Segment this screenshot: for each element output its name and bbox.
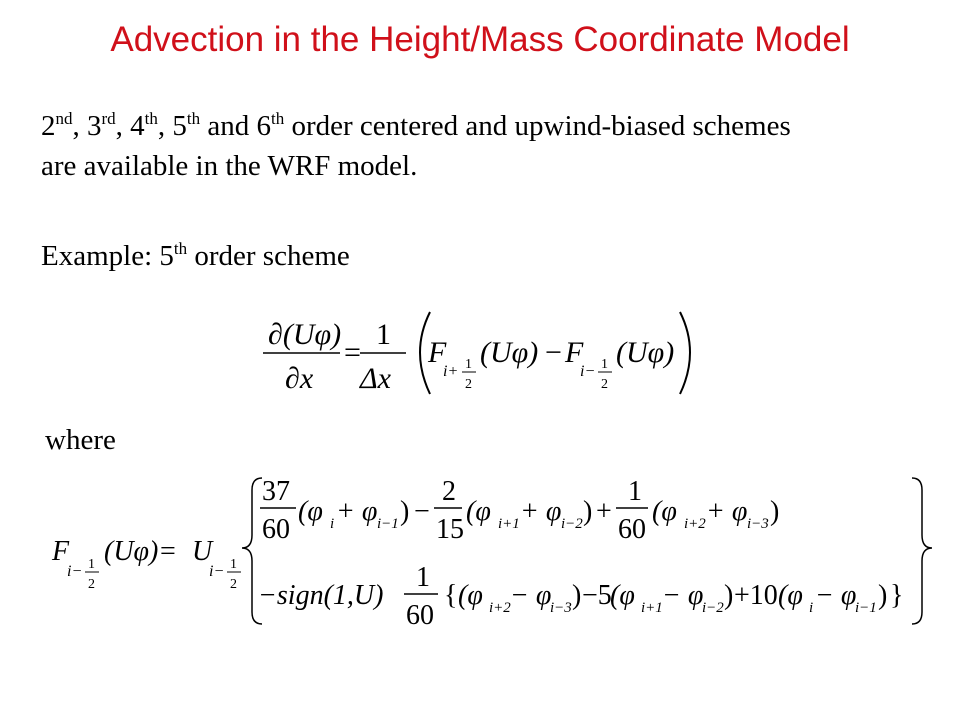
sep-1: ,	[72, 110, 87, 142]
eq1-Uphi-minus: (Uφ)	[616, 336, 675, 369]
eq2-t4c-mid: − φ	[815, 580, 857, 611]
where-label: where	[45, 424, 116, 456]
eq2-t4b-sub2: i−2	[702, 600, 724, 616]
eq1-half-num-plus: 1	[465, 357, 472, 372]
eq2-term2-mid: + φ	[520, 496, 562, 527]
eq2-t4a-close: )	[572, 580, 582, 611]
eq2-c2-den: 15	[436, 514, 464, 545]
eq1-half-den-plus: 2	[465, 377, 472, 392]
eq2-t4a-open: (φ	[458, 580, 483, 611]
eq2-U-sub: i−	[209, 563, 225, 580]
eq2-half-num: 1	[88, 557, 95, 572]
eq2-term1-sub2: i−1	[377, 516, 399, 532]
eq2-plus-10: +10	[734, 580, 778, 611]
order-6-suffix: th	[271, 109, 285, 128]
eq2-t4b-mid: − φ	[662, 580, 704, 611]
eq2-right-brace	[912, 478, 932, 624]
order-4-suffix: th	[144, 109, 158, 128]
eq1-equals: =	[344, 336, 361, 369]
eq2-brace-open: {	[444, 580, 458, 611]
eq1-frac-denominator: Δx	[360, 362, 391, 395]
eq2-t4c-sub2: i−1	[855, 600, 877, 616]
eq2-t4a-sub2: i−3	[550, 600, 572, 616]
eq2-flux-F: F	[52, 536, 70, 567]
eq2-Uphi: (Uφ)	[104, 536, 159, 567]
eq2-term2-open: (φ	[466, 496, 491, 527]
eq2-minus-5: −5	[582, 580, 612, 611]
eq1-lhs-denominator: ∂x	[285, 362, 314, 395]
eq2-t4b-open: (φ	[610, 580, 635, 611]
eq2-term3-open: (φ	[652, 496, 677, 527]
eq2-U-half-den: 2	[230, 577, 237, 592]
eq2-c1-den: 60	[262, 514, 290, 545]
eq1-sub-i-minus: i−	[580, 363, 596, 380]
eq2-t4a-mid: − φ	[510, 580, 552, 611]
eq2-U: U	[192, 536, 213, 567]
eq2-t4a-sub1: i+2	[489, 600, 511, 616]
eq2-term1-close: )	[400, 496, 410, 527]
eq2-term3-sub2: i−3	[747, 516, 769, 532]
eq2-c2-num: 2	[442, 476, 456, 507]
sep-4: and	[200, 110, 257, 142]
eq2-sign-term: −sign(1,U)	[258, 580, 384, 611]
eq1-lhs-numerator: ∂(Uφ)	[268, 318, 342, 351]
order-5-suffix: th	[186, 109, 201, 128]
eq2-term1-sub1: i	[330, 516, 335, 532]
eq1-half-num-minus: 1	[601, 357, 608, 372]
eq2-c4-den: 60	[406, 600, 434, 631]
eq2-term3-sub1: i+2	[684, 516, 706, 532]
example-order-suffix: th	[173, 239, 188, 258]
eq2-plus-1: +	[596, 496, 612, 527]
slide-title: Advection in the Height/Mass Coordinate Model	[110, 20, 850, 59]
sep-3: ,	[157, 110, 173, 142]
order-5: 5	[172, 110, 187, 142]
intro-line-1-tail: order centered and upwind-biased schemes	[284, 110, 791, 142]
order-2: 2	[41, 110, 56, 142]
eq2-c1-num: 37	[262, 476, 290, 507]
example-prefix: Example:	[41, 240, 160, 272]
example-tail: order scheme	[187, 240, 350, 272]
eq2-equals: =	[160, 536, 176, 567]
example-order: 5	[159, 240, 174, 272]
eq2-c3-num: 1	[628, 476, 642, 507]
eq1-Uphi-plus: (Uφ)	[480, 336, 539, 369]
eq2-minus-1: −	[414, 496, 430, 527]
eq2-t4c-open: (φ	[778, 580, 803, 611]
sep-2: ,	[115, 110, 131, 142]
eq2-t4b-sub1: i+1	[641, 600, 663, 616]
eq2-sub-i-minus: i−	[67, 563, 83, 580]
eq1-sub-i-plus: i+	[443, 363, 459, 380]
eq2-term3-mid: + φ	[706, 496, 748, 527]
order-2-suffix: nd	[55, 109, 73, 128]
eq1-minus: −	[545, 336, 562, 369]
order-3-suffix: rd	[101, 109, 116, 128]
eq2-t4c-close: )	[878, 580, 888, 611]
eq1-half-den-minus: 2	[601, 377, 608, 392]
eq1-flux-F-plus: F	[428, 336, 447, 369]
eq2-term2-sub1: i+1	[498, 516, 520, 532]
order-3: 3	[87, 110, 102, 142]
eq2-term1-open: (φ	[298, 496, 323, 527]
eq2-U-half-num: 1	[230, 557, 237, 572]
eq2-t4c-sub1: i	[809, 600, 814, 616]
order-6: 6	[256, 110, 272, 142]
eq2-t4b-close: )	[724, 580, 734, 611]
eq1-flux-F-minus: F	[565, 336, 584, 369]
eq2-term2-close: )	[583, 496, 593, 527]
order-4: 4	[130, 110, 145, 142]
eq2-c4-num: 1	[416, 562, 430, 593]
eq2-c3-den: 60	[618, 514, 646, 545]
eq2-term1-mid: + φ	[336, 496, 378, 527]
eq2-term2-sub2: i−2	[561, 516, 583, 532]
eq2-half-den: 2	[88, 577, 95, 592]
eq2-brace-close: }	[890, 580, 904, 611]
eq2-term3-close: )	[770, 496, 780, 527]
eq1-frac-numerator: 1	[376, 318, 391, 351]
intro-line-2: are available in the WRF model.	[41, 150, 418, 182]
